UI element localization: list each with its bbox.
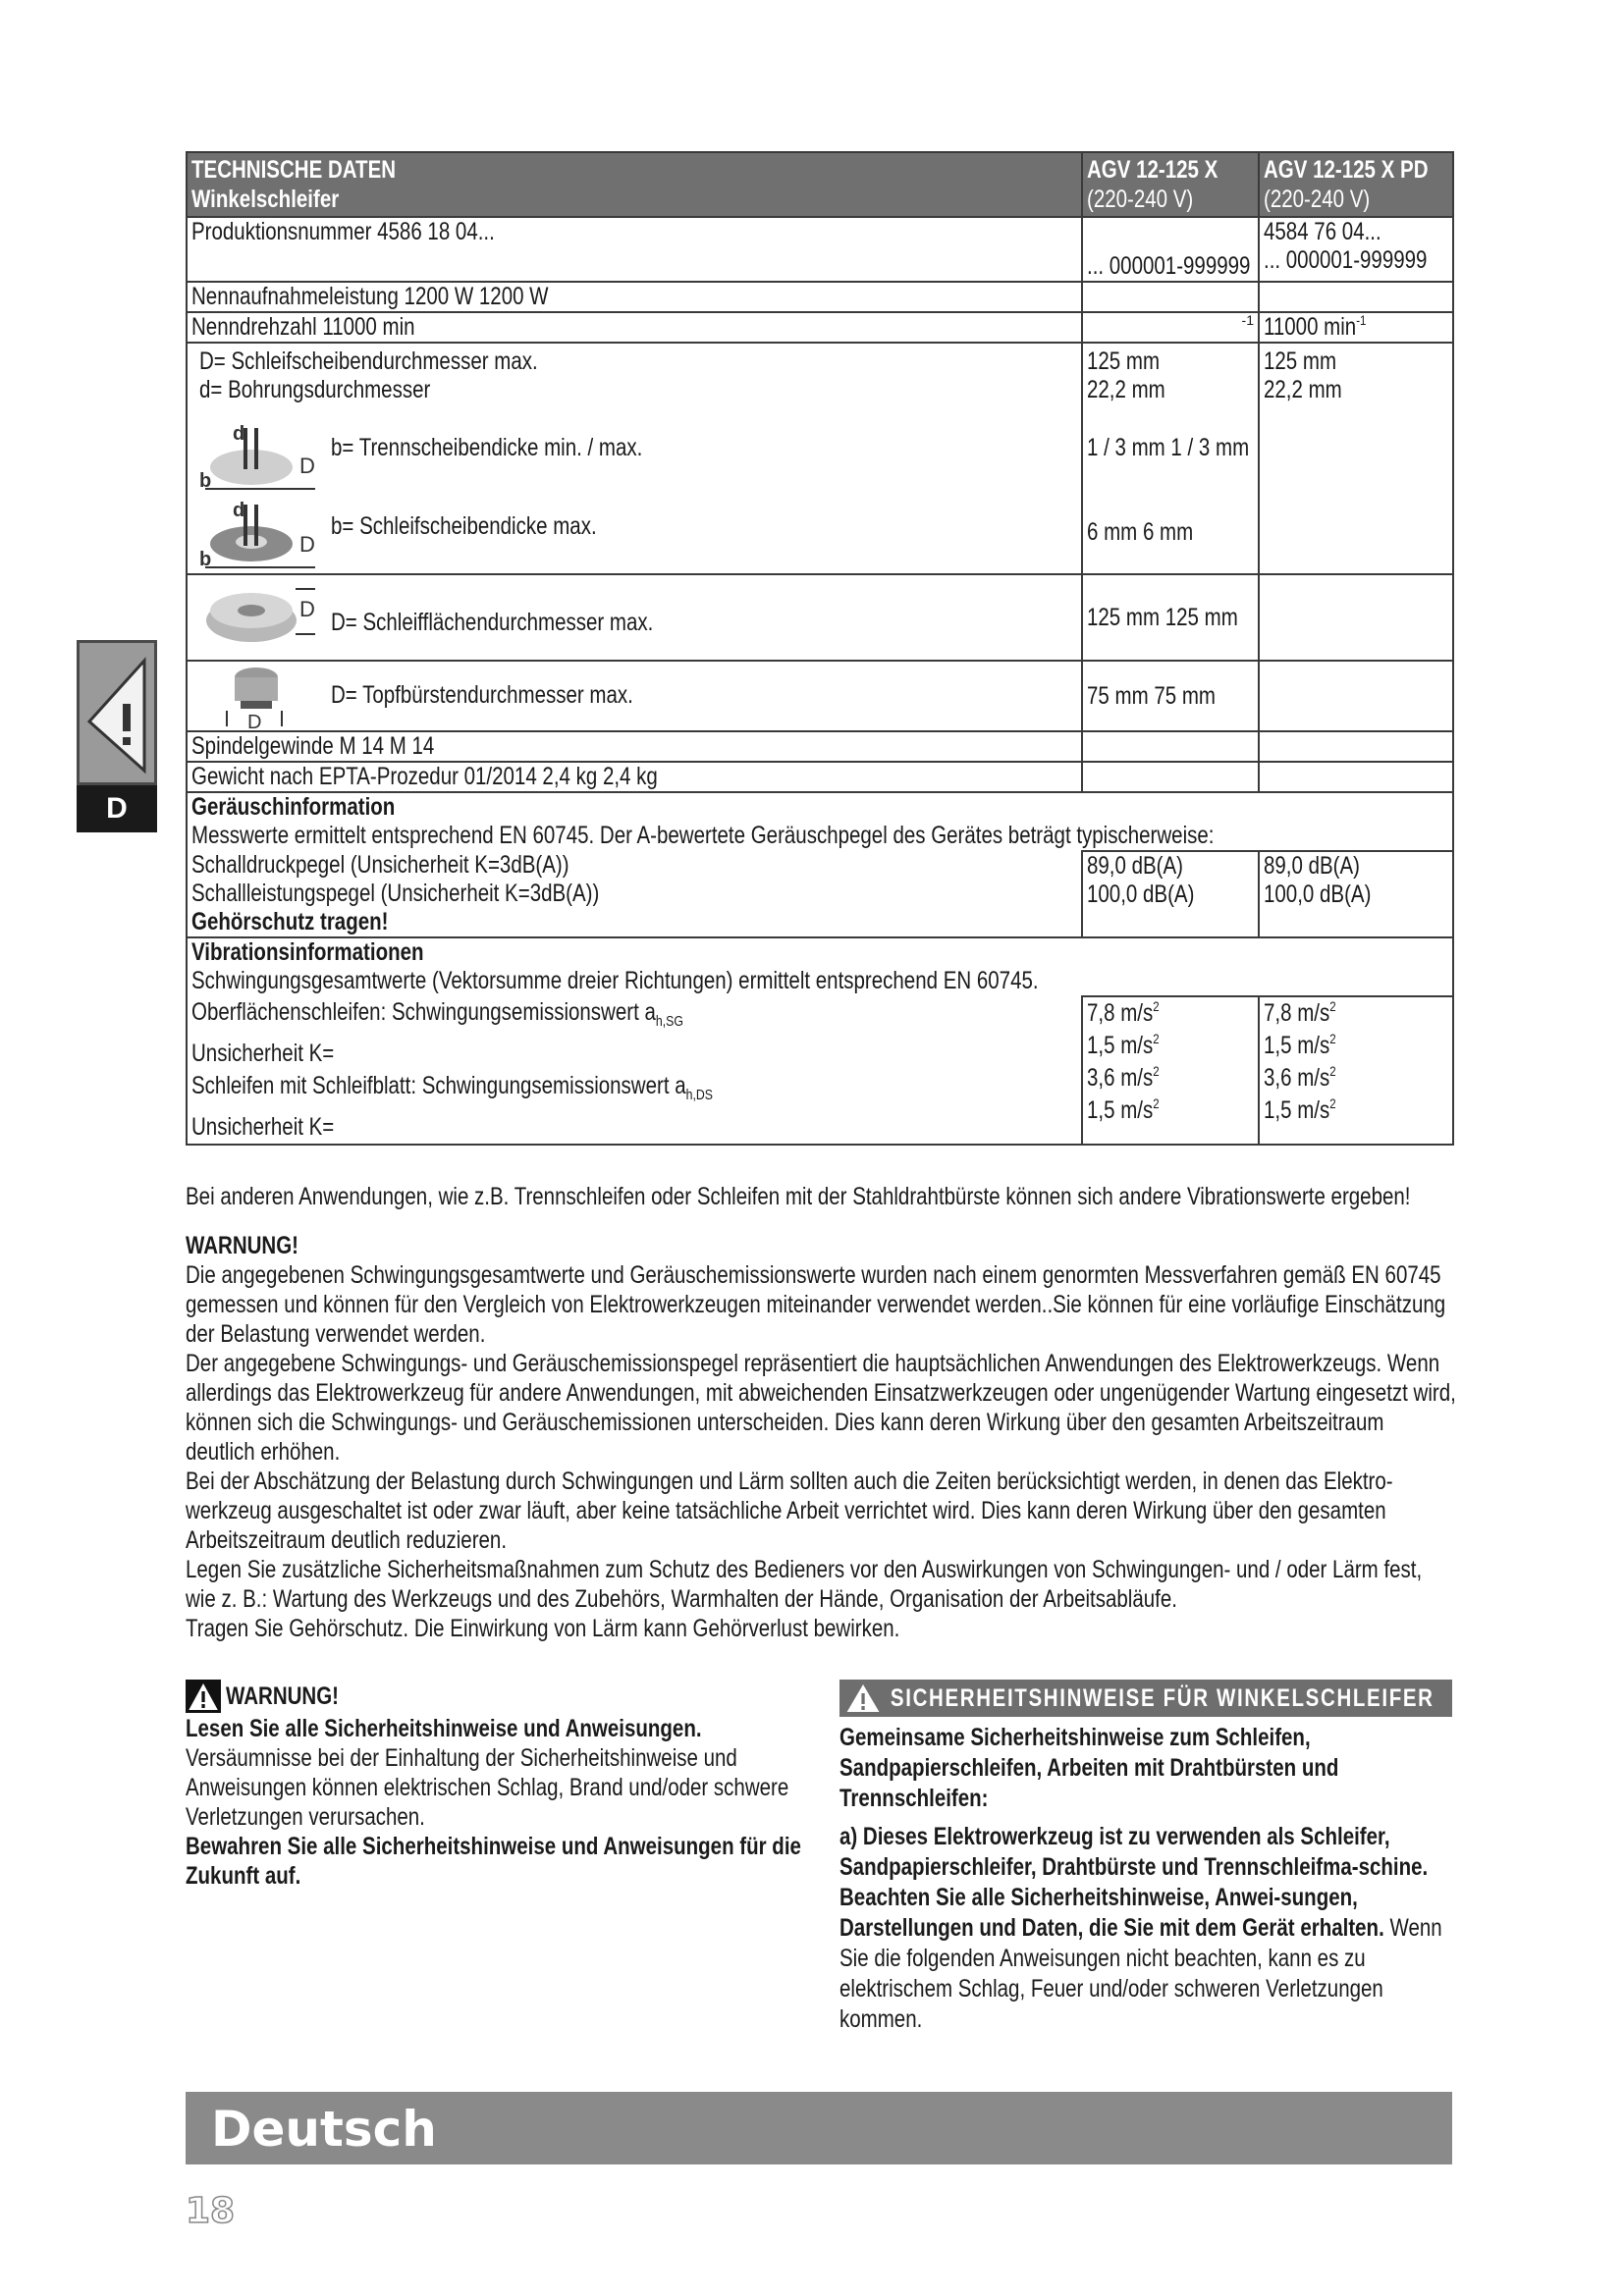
cup-brush-label: D= Topfbürstendurchmesser max. [331, 681, 633, 709]
cup-brush-icon [217, 664, 296, 730]
sound-power-label: Schallleistungspegel (Unsicherheit K=3dB(A)) [191, 880, 600, 907]
svg-text:d: d [233, 501, 245, 521]
m1-pressure: 89,0 dB(A) [1087, 852, 1184, 880]
hearing-protection-note: Gehörschutz tragen! [191, 908, 389, 935]
warning-paragraph: Bei der Abschätzung der Belastung durch Schwingungen und Lärm sollten auch die Zeiten berücksichtigt werden, in denen das Elektro-werkzeug ausgeschaltet ist oder zwar läuft, aber keine tatsächliche Arbeit verrichtet wird. Dies kann deren Wirkung über den gesamten Arbeitszeitraum deutlich reduzieren. [186, 1468, 1393, 1554]
read-instructions-body: Versäumnisse bei der Einhaltung der Sicherheitshinweise und Anweisungen können elektrischen Schlag, Brand und/oder schwere Verletzungen verursachen. [186, 1744, 789, 1831]
warning-triangle-icon [80, 643, 154, 782]
m1-surface-vib: 7,8 m/s [1087, 999, 1154, 1027]
uncertainty-label: Unsicherheit K= [191, 1040, 335, 1067]
m2-surface-vib: 7,8 m/s [1264, 999, 1330, 1027]
table-row [187, 217, 1453, 282]
angle-grinder-safety-column [839, 1680, 1452, 2035]
table-row: Nenndrehzahl 11000 min $^{-1}$ 11000 $\min^{-1}$ [187, 312, 1453, 343]
svg-text:D: D [299, 454, 315, 478]
svg-text:D: D [299, 532, 315, 557]
vibration-title: Vibrationsinformationen [191, 938, 424, 966]
cut-value: 1 / 3 mm 1 / 3 mm [1087, 434, 1250, 461]
m1-power: 100,0 dB(A) [1087, 881, 1195, 908]
warning-icon-box [77, 640, 157, 785]
noise-title: Geräuschinformation [191, 793, 396, 821]
brush-value: 75 mm 75 mm [1087, 681, 1217, 710]
warning-paragraph: Legen Sie zusätzliche Sicherheitsmaßnahmen zum Schutz des Bedieners vor den Auswirkungen von Schwingungen- und / oder Lärm fest, wie z. B.: Wartung des Werkzeugs und des Zubehörs, Warmhalten der Hände, Organisation der Arbeitsabläufe. [186, 1556, 1423, 1613]
svg-text:D: D [247, 712, 262, 730]
surface-vib-label: Oberflächenschleifen: Schwingungsemissionswert a [191, 998, 656, 1026]
cut-disc-label: b= Trennscheibendicke min. / max. [331, 434, 643, 461]
table-row [187, 282, 1453, 312]
weight-row: Gewicht nach EPTA-Prozedur 01/2014 2,4 kg 2,4 kg [191, 763, 658, 790]
grind-disc-label: b= Schleifscheibendicke max. [331, 512, 597, 540]
table-row [187, 792, 1453, 851]
table-row [187, 574, 1453, 661]
table-row [187, 731, 1453, 762]
sanding-vib-label: Schleifen mit Schleifblatt: Schwingungsemissionswert a [191, 1072, 686, 1099]
production-m1: ... 000001-999999 [1087, 252, 1251, 280]
m1-surface-k: 1,5 m/s [1087, 1032, 1154, 1059]
table-row [187, 851, 1453, 937]
table-title-cell: TECHNISCHE DATEN Winkelschleifer [187, 152, 1082, 217]
power-row: Nennaufnahmeleistung 1200 W 1200 W [191, 283, 549, 310]
svg-text:b: b [199, 549, 212, 570]
warning-paragraph: Der angegebene Schwingungs- und Geräuschemissionspegel repräsentiert die hauptsächlichen Anwendungen des Elektrowerkzeugs. Wenn allerdings das Elektrowerkzeug für andere Anwendungen, mit abweichenden Einsatzwerkzeugen oder ungenügender Wartung eingesetzt wird, können sich die Schwingungs- und Geräuschemissionen unterscheiden. Dies kann deren Wirkung über den gesamten Arbeitszeitraum deutlich erhöhen. [186, 1350, 1456, 1466]
vibration-intro: Schwingungsgesamtwerte (Vektorsumme dreier Richtungen) ermittelt entsprechend EN 60745. [191, 967, 1039, 994]
flap-value: 125 mm 125 mm [1087, 603, 1238, 631]
production-label: Produktionsnummer 4586 18 04... [191, 218, 495, 245]
footer-language: Deutsch [211, 2101, 437, 2158]
table-row [187, 661, 1453, 731]
language-side-tab [77, 640, 157, 832]
production-m2: ... 000001-999999 [1264, 246, 1428, 274]
warning-paragraph: Die angegebenen Schwingungsgesamtwerte und Geräuschemissionswerte wurden nach einem genormten Messverfahren gemäß EN 60745 gemessen und können für den Vergleich von Elektrowerkzeugen miteinander verwendet werden..Sie können für eine vorläufige Einschätzung der Belastung verwendet werden. [186, 1261, 1446, 1348]
safety-section-bar: SICHERHEITSHINWEISE FÜR WINKELSCHLEIFER [839, 1680, 1452, 1717]
speed-m2: 11000 min [1264, 313, 1357, 341]
warning-icon [845, 1682, 881, 1714]
safety-item-a: a) Dieses Elektrowerkzeug ist zu verwenden als Schleifer, Sandpapierschleifer, Drahtbürste und Trennschleifma-schine. Beachten Sie alle Sicherheitshinweise, Anwei-sungen, Darstellungen und Daten, die Sie mit dem Gerät erhalten. Wenn Sie die folgenden Anweisungen nicht beachten, kann es zu elektrischem Schlag, Feuer und/oder schweren Verletzungen kommen. [839, 1823, 1442, 2033]
m2-surface-k: 1,5 m/s [1264, 1032, 1330, 1059]
side-tab-letter: D [77, 785, 157, 832]
common-safety-heading: Gemeinsame Sicherheitshinweise zum Schleifen, Sandpapierschleifen, Arbeiten mit Drahtbürsten und Trennschleifen: [839, 1724, 1339, 1812]
page-number: 18 [186, 2191, 236, 2231]
m2-pressure: 89,0 dB(A) [1264, 852, 1361, 880]
speed-label: Nenndrehzahl 11000 min [191, 313, 415, 341]
flap-disc-label: D= Schleifflächendurchmesser max. [331, 609, 654, 636]
table-row [187, 937, 1453, 996]
general-warning-column [186, 1679, 814, 1891]
table-row [187, 343, 1453, 574]
warning-section [186, 1231, 1458, 1643]
m1-sanding-vib: 3,6 m/s [1087, 1064, 1154, 1092]
svg-text:b: b [199, 470, 212, 492]
model1-header: AGV 12-125 X (220-240 V) [1082, 152, 1259, 217]
svg-text:d: d [233, 424, 245, 445]
read-instructions-heading: Lesen Sie alle Sicherheitshinweise und Anweisungen. [186, 1715, 702, 1742]
left-warning-title: WARNUNG! [226, 1682, 340, 1710]
noise-intro: Messwerte ermittelt entsprechend EN 60745. Der A-bewertete Geräuschpegel des Gerätes beträgt typischerweise: [191, 822, 1215, 849]
warning-paragraph: Tragen Sie Gehörschutz. Die Einwirkung von Lärm kann Gehörverlust bewirken. [186, 1615, 900, 1642]
speed-m1-sup: -1 [1241, 312, 1254, 328]
m1-sanding-k: 1,5 m/s [1087, 1096, 1154, 1124]
cutting-disc-icon [197, 424, 325, 495]
m2-power: 100,0 dB(A) [1264, 881, 1372, 908]
flap-disc-icon [197, 579, 325, 656]
production-m2-top: 4584 76 04... [1264, 218, 1381, 245]
warning-icon [186, 1680, 221, 1713]
vibration-note: Bei anderen Anwendungen, wie z.B. Trennschleifen oder Schleifen mit der Stahldrahtbürste können sich andere Vibrationswerte ergeben! [186, 1183, 1411, 1210]
sound-pressure-label: Schalldruckpegel (Unsicherheit K=3dB(A)) [191, 851, 569, 879]
language-footer-bar [186, 2092, 1452, 2164]
disc-m2-D: 125 mm [1264, 347, 1337, 375]
bore-diameter-label: d= Bohrungsdurchmesser [199, 376, 431, 403]
m2-sanding-k: 1,5 m/s [1264, 1096, 1330, 1124]
spindle-row: Spindelgewinde M 14 M 14 [191, 732, 435, 760]
disc-m2-d: 22,2 mm [1264, 376, 1342, 403]
model2-header: AGV 12-125 X PD (220-240 V) [1259, 152, 1453, 217]
disc-diameter-label: D= Schleifscheibendurchmesser max. [199, 347, 538, 375]
keep-instructions-note: Bewahren Sie alle Sicherheitshinweise und Anweisungen für die Zukunft auf. [186, 1833, 801, 1890]
warning-title: WARNUNG! [186, 1232, 299, 1259]
table-header-row [187, 152, 1453, 217]
grind-value: 6 mm 6 mm [1087, 518, 1194, 546]
table-row [187, 762, 1453, 792]
disc-m1-D: 125 mm [1087, 347, 1161, 375]
grinding-disc-icon [197, 501, 325, 573]
technical-data-table [186, 151, 1454, 1146]
disc-m1-d: 22,2 mm [1087, 376, 1165, 403]
m2-sanding-vib: 3,6 m/s [1264, 1064, 1330, 1092]
table-row: Oberflächenschleifen: Schwingungsemissionswert $a_{h,SG}$ Unsicherheit K= Schleifen mit Schleifblatt: Schwingungsemissionswert $a_{h,DS}$ Unsicherheit K= 7,8 $m/s^2$ 1,5 $m/s^2$ 3,6 $m/s^2$ 1,5 $m/s^2$ 7,8 $m/s^2$ 1,5 $m/s^2$ 3,6 $m/s^2$ 1,5 $m/s^2$ [187, 996, 1453, 1145]
svg-text:D: D [299, 597, 315, 621]
